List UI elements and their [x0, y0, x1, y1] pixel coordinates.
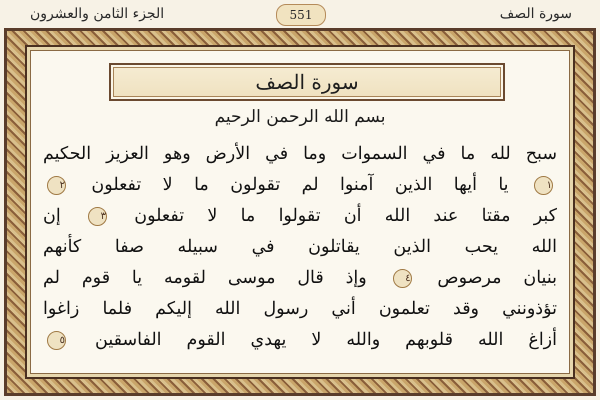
ayah-marker: ٣ — [88, 207, 107, 226]
line-tail: وإذ قال موسى لقومه يا قوم لم — [43, 268, 367, 288]
line-text: بنيان مرصوص — [437, 268, 557, 288]
page-number: 551 — [276, 4, 326, 26]
line-text: كبر مقتا عند الله أن تقولوا ما لا تفعلون — [134, 206, 557, 226]
ayah-line — [43, 232, 557, 263]
surah-title-box — [109, 63, 505, 101]
ayah-marker: ٥ — [47, 331, 66, 350]
ayah-marker: ١ — [534, 176, 553, 195]
basmala: بسم الله الرحمن الرحيم — [214, 107, 386, 127]
ayah-line — [43, 139, 557, 170]
ayah-line — [43, 170, 557, 201]
ayah-line — [43, 325, 557, 356]
line-text: يا أيها الذين آمنوا لم تقولون ما لا تفعلون — [91, 175, 509, 195]
surah-header-label: سورة الصف — [499, 6, 572, 22]
page-header — [0, 0, 600, 28]
surah-title: سورة الصف — [255, 70, 359, 94]
ayah-marker: ٢ — [47, 176, 66, 195]
line-tail: إن — [43, 206, 61, 226]
ornamental-frame — [4, 28, 596, 396]
ayah-line — [43, 263, 557, 294]
text-panel — [25, 45, 575, 379]
ayah-lines — [43, 139, 557, 356]
ayah-marker: ٤ — [393, 269, 412, 288]
line-text: الله يحب الذين يقاتلون في سبيله صفا كأنهم — [43, 237, 557, 257]
line-text: سبح لله ما في السموات وما في الأرض وهو العزيز الحكيم — [43, 144, 557, 164]
line-text: تؤذونني وقد تعلمون أني رسول الله إليكم فلما زاغوا — [43, 299, 557, 319]
ayah-line — [43, 294, 557, 325]
line-text: أزاغ الله قلوبهم والله لا يهدي القوم الفاسقين — [95, 330, 557, 350]
ayah-line — [43, 201, 557, 232]
juz-label: الجزء الثامن والعشرون — [30, 6, 165, 22]
